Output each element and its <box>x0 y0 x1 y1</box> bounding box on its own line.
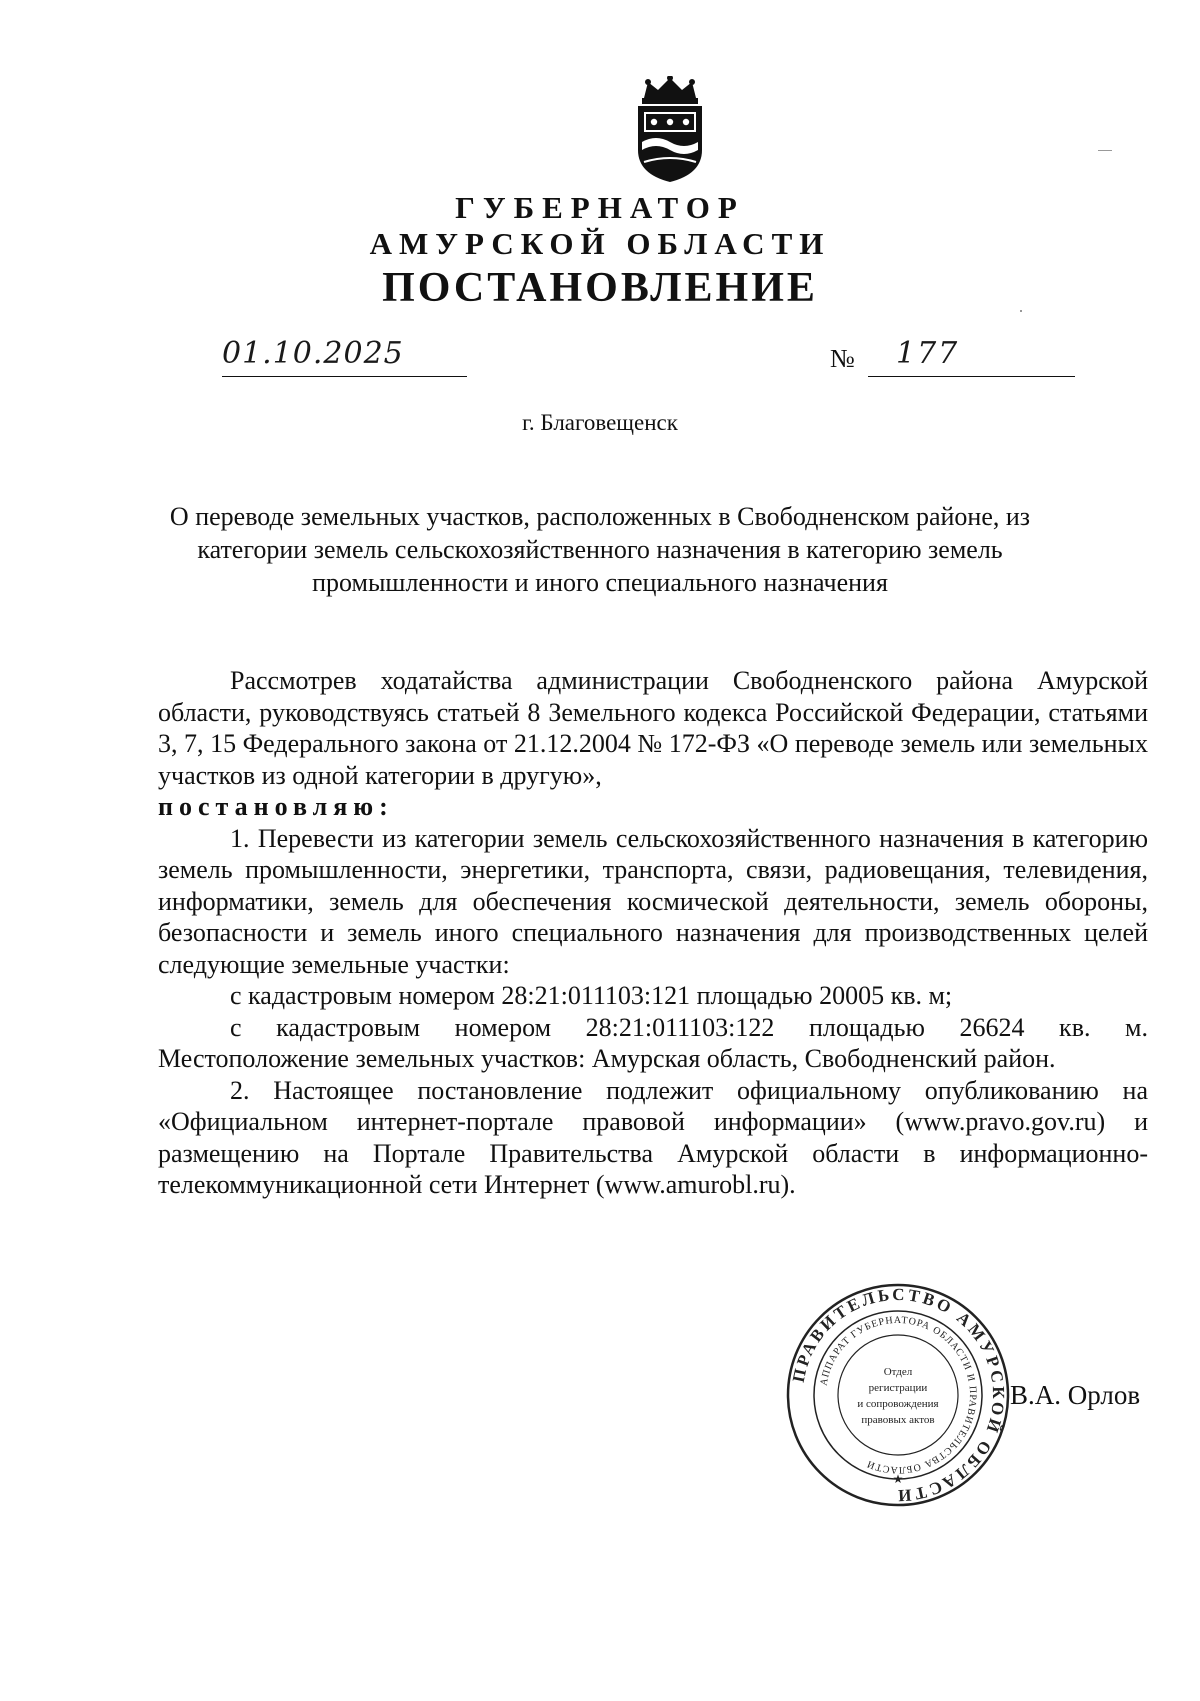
stamp-center-line-2: регистрации <box>868 1382 928 1394</box>
item-2-paragraph: 2. Настоящее постановление подлежит официальному опубликованию на «Официальном интернет-портале правовой информации» (www.pravo.gov.ru) и размещению на Портале Правительства Амурской области в информационно-телекоммуникационной сети Интернет (www.amurobl.ru). <box>158 1075 1148 1199</box>
region-heading: АМУРСКОЙ ОБЛАСТИ <box>369 226 831 261</box>
governor-heading: ГУБЕРНАТОР <box>455 190 745 225</box>
official-stamp <box>786 1283 1010 1507</box>
stamp-center-line-1: Отдел <box>883 1366 913 1378</box>
stamp-star-icon: ★ <box>892 1472 904 1486</box>
stamp-inner-ring-text: АППАРАТ ГУБЕРНАТОРА ОБЛАСТИ И ПРАВИТЕЛЬСТВА ОБЛАСТИ <box>818 1314 979 1476</box>
stamp-outer-text: ПРАВИТЕЛЬСТВО АМУРСКОЙ ОБЛАСТИ <box>788 1284 1009 1506</box>
parcel-2-paragraph: с кадастровым номером 28:21:011103:122 площадью 26624 кв. м. Местоположение земельных участков: Амурская область, Свободненский район. <box>158 1012 1148 1073</box>
number-field <box>868 336 1075 377</box>
stamp-center-line-3: и сопровождения <box>857 1398 939 1410</box>
number-label: № <box>830 344 855 373</box>
document-title: О переводе земельных участков, расположенных в Свободненском районе, из категории земель сельскохозяйственного назначения в категорию земель промышленности и иного специального назначения <box>169 502 1031 597</box>
svg-text:АППАРАТ ГУБЕРНАТОРА ОБЛАСТИ И <box>819 1315 979 1475</box>
handwritten-date: 01.10.2025 <box>222 336 404 371</box>
city-line: г. Благовещенск <box>522 410 678 435</box>
scan-mark <box>1098 150 1112 151</box>
item-1-paragraph: 1. Перевести из категории земель сельскохозяйственного назначения в категорию земель промышленности, энергетики, транспорта, связи, радиовещания, телевидения, информатики, земель для обеспечения космической деятельности, земель обороны, безопасности и земель иного специального назначения для производственных целей следующие земельные участки: <box>158 823 1148 979</box>
signatory-name: В.А. Орлов <box>1010 1380 1141 1410</box>
date-field <box>222 336 467 377</box>
preamble-paragraph: Рассмотрев ходатайства администрации Свободненского района Амурской области, руководствуясь статьей 8 Земельного кодекса Российской Федерации, статьями 3, 7, 15 Федерального закона от 21.12.2004 № 172-ФЗ «О переводе земель или земельных участков из одной категории в другую», <box>158 666 1148 790</box>
parcel-1-paragraph: с кадастровым номером 28:21:011103:121 площадью 20005 кв. м; <box>230 981 953 1010</box>
handwritten-number: 177 <box>896 336 960 371</box>
document-type-heading: ПОСТАНОВЛЕНИЕ <box>382 265 818 311</box>
stamp-center-line-4: правовых актов <box>861 1414 935 1426</box>
document-body <box>158 665 1148 1201</box>
coat-of-arms-emblem <box>624 76 716 184</box>
resolve-word: постановляю: <box>158 792 394 821</box>
resolve-paragraph <box>158 791 1148 823</box>
